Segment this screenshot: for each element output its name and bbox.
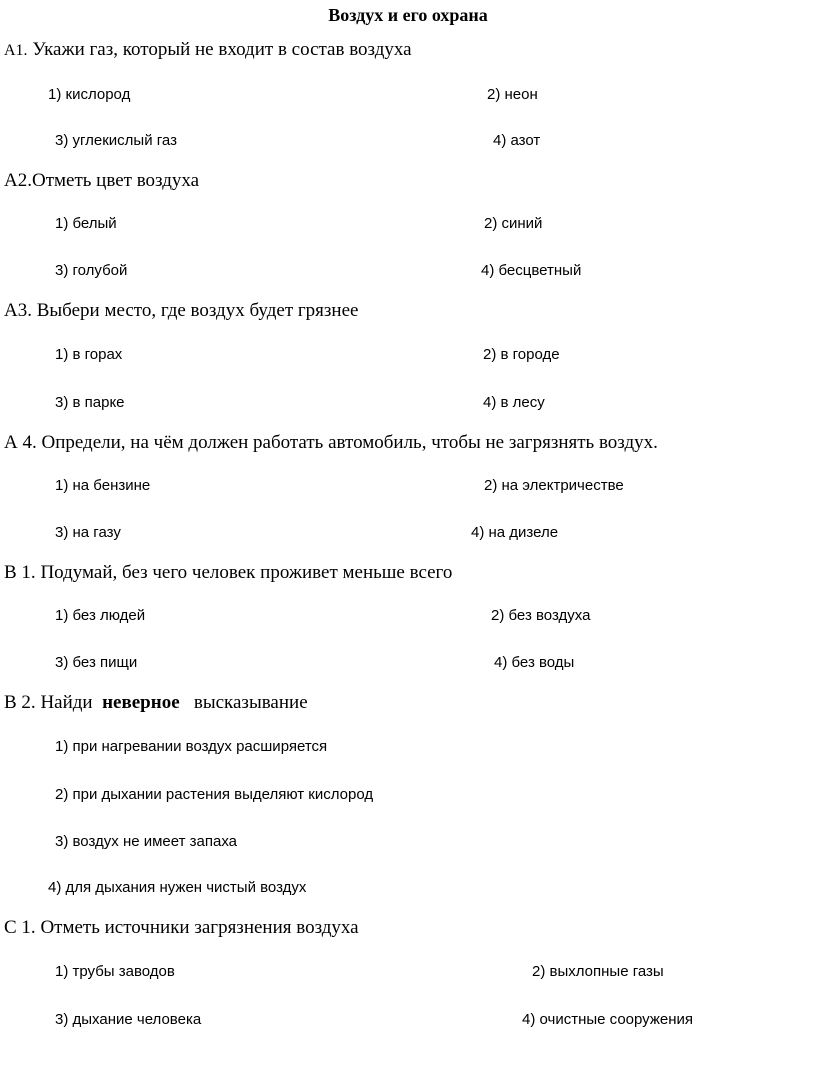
option-a2-2: 2) синий	[484, 215, 543, 232]
question-text: Определи, на чём должен работать автомобиль, чтобы не загрязнять воздух.	[41, 432, 658, 453]
option-a1-4: 4) азот	[493, 132, 541, 149]
option-c1-1: 1) трубы заводов	[55, 963, 175, 980]
question-a4	[4, 431, 658, 455]
option-c1-2: 2) выхлопные газы	[532, 963, 664, 980]
question-text: Подумай, без чего человек проживет меньше всего	[40, 562, 453, 583]
question-a1	[4, 38, 412, 63]
question-c1	[4, 916, 359, 940]
question-text-emphasis: неверное	[102, 692, 180, 713]
question-label: А 4.	[4, 432, 37, 453]
option-c1-3: 3) дыхание человека	[55, 1011, 202, 1028]
question-b1	[4, 561, 452, 585]
question-label: С 1.	[4, 917, 36, 938]
option-a3-1: 1) в горах	[55, 346, 123, 363]
option-a3-3: 3) в парке	[55, 394, 125, 411]
question-label: В 1.	[4, 562, 36, 583]
option-a4-3: 3) на газу	[55, 524, 121, 541]
option-b2-2: 2) при дыхании растения выделяют кислород	[55, 786, 374, 803]
question-label: А3.	[4, 300, 32, 321]
question-a2	[4, 169, 199, 193]
option-a2-3: 3) голубой	[55, 262, 128, 279]
option-a4-1: 1) на бензине	[55, 477, 151, 494]
option-b2-3: 3) воздух не имеет запаха	[55, 833, 238, 850]
question-label: А2.	[4, 170, 32, 191]
option-b1-2: 2) без воздуха	[491, 607, 591, 624]
question-text: Отметь цвет воздуха	[31, 170, 200, 191]
option-a1-2: 2) неон	[487, 86, 538, 103]
page-title: Воздух и его охрана	[328, 5, 488, 25]
question-text: Отметь источники загрязнения воздуха	[40, 917, 359, 938]
option-a4-4: 4) на дизеле	[471, 524, 559, 541]
question-label: В 2.	[4, 692, 36, 713]
option-a3-2: 2) в городе	[483, 346, 560, 363]
option-a1-1: 1) кислород	[48, 86, 131, 103]
option-a2-4: 4) бесцветный	[481, 262, 582, 279]
question-text-before: Найди	[40, 692, 93, 713]
option-c1-4: 4) очистные сооружения	[522, 1011, 694, 1028]
option-b2-1: 1) при нагревании воздух расширяется	[55, 738, 328, 755]
question-text-after: высказывание	[193, 692, 308, 713]
option-a2-1: 1) белый	[55, 215, 117, 232]
option-a3-4: 4) в лесу	[483, 394, 545, 411]
option-a4-2: 2) на электричестве	[484, 477, 624, 494]
question-b2	[4, 691, 308, 715]
question-label: А1.	[4, 42, 28, 59]
question-text: Выбери место, где воздух будет грязнее	[36, 300, 359, 321]
option-b1-4: 4) без воды	[494, 654, 575, 671]
option-a1-3: 3) углекислый газ	[55, 132, 177, 149]
question-a3	[4, 299, 358, 323]
option-b2-4: 4) для дыхания нужен чистый воздух	[48, 879, 307, 896]
option-b1-1: 1) без людей	[55, 607, 146, 624]
question-text: Укажи газ, который не входит в состав воздуха	[32, 39, 412, 60]
option-b1-3: 3) без пищи	[55, 654, 138, 671]
